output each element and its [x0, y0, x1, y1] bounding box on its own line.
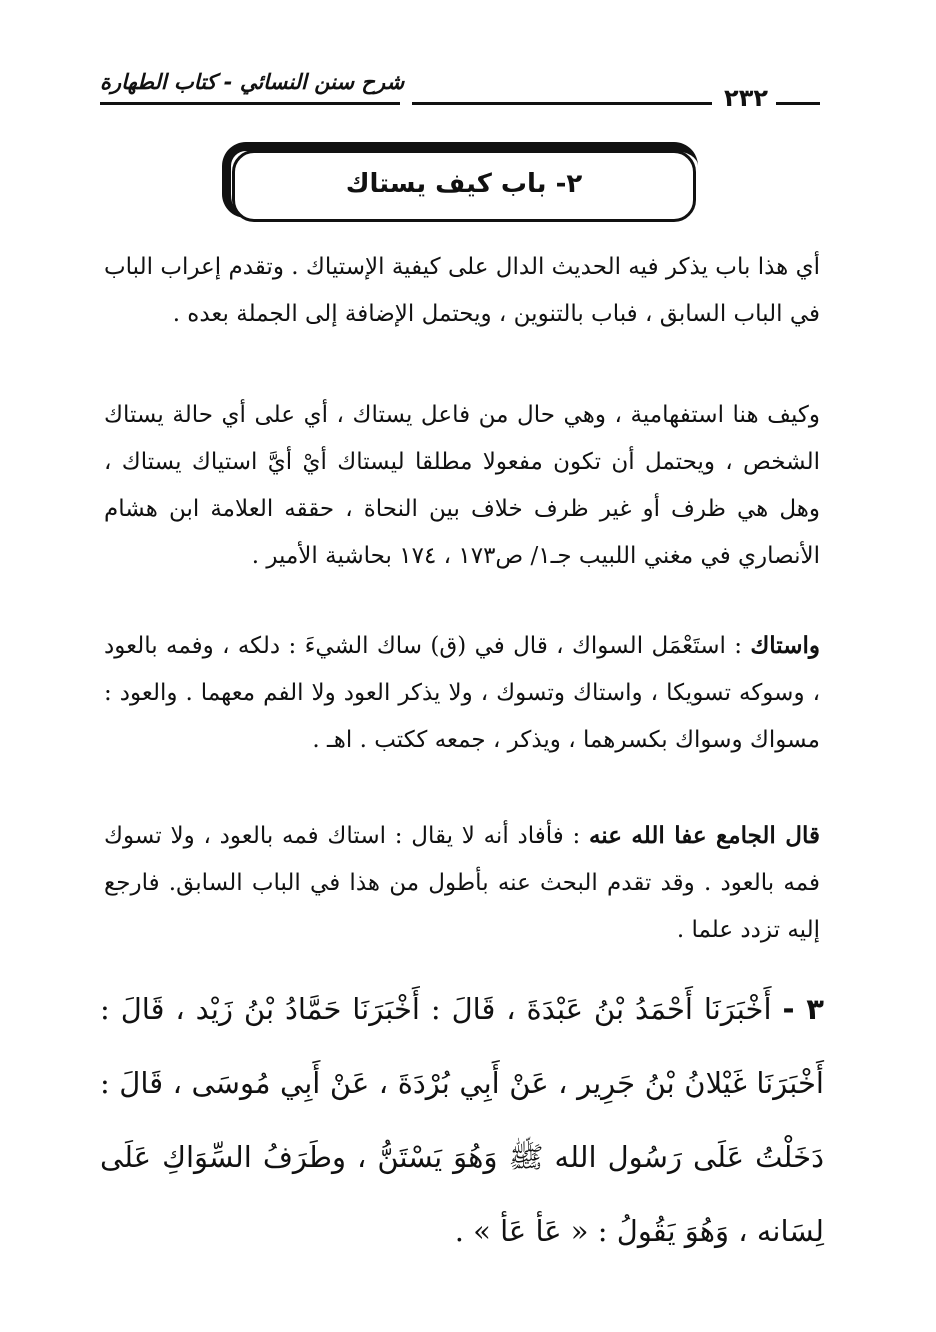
- compiler-note-text: : فأفاد أنه لا يقال : استاك فمه بالعود ، ولا تسوك فمه بالعود . وقد تقدم البحث عنه بأطول من هذا في الباب السابق. فارجع إليه تزدد علما .: [104, 823, 820, 943]
- running-title: شرح سنن النسائي - كتاب الطهارة: [100, 70, 405, 94]
- hadith-text: أَخْبَرَنَا أَحْمَدُ بْنُ عَبْدَةَ ، قَالَ : أَخْبَرَنَا حَمَّادُ بْنُ زَيْد ، قَالَ : أَخْبَرَنَا غَيْلانُ بْنُ جَرِير ، عَنْ أَبِي بُرْدَةَ ، عَنْ أَبِي مُوسَى ، قَالَ : دَخَلْتُ عَلَى رَسُول الله ﷺ وَهُوَ يَسْتَنُّ ، وطَرَفُ السِّوَاكِ عَلَى لِسَانه ، وَهُوَ يَقُولُ : « عَأ عَأ » .: [100, 992, 824, 1248]
- chapter-heading-box: [232, 150, 696, 222]
- header-rule-middle: [412, 102, 712, 105]
- running-header: [100, 62, 820, 114]
- paragraph-lexical: [104, 622, 820, 764]
- lexical-lead-word: واستاك: [750, 632, 821, 659]
- hadith-text-block: [100, 972, 824, 1268]
- header-rule-under-title: [100, 102, 400, 105]
- page-number: ٢٣٢: [724, 84, 768, 112]
- paragraph-intro: أي هذا باب يذكر فيه الحديث الدال على كيفية الإستياك . وتقدم إعراب الباب في الباب السابق ، فباب بالتنوين ، ويحتمل الإضافة إلى الجملة بعده .: [104, 254, 820, 327]
- chapter-title: ٢- باب كيف يستاك: [345, 169, 583, 199]
- paragraph-grammar: وكيف هنا استفهامية ، وهي حال من فاعل يستاك ، أي على أي حالة يستاك الشخص ، ويحتمل أن تكون مفعولا مطلقا ليستاك أيْ أيَّ استياك يستاك ، وهل هي ظرف أو غير ظرف خلاف بين النحاة ، حققه العلامة ابن هشام الأنصاري في مغني اللبيب جـ١/ ص١٧٣ ، ١٧٤ بحاشية الأمير .: [104, 402, 820, 569]
- paragraph-compiler-note: [104, 812, 820, 954]
- hadith-number: ٣ -: [782, 992, 824, 1026]
- lexical-text: : استَعْمَل السواك ، قال في (ق) ساك الشيءَ : دلكه ، وفمه بالعود ، وسوكه تسويكا ، واستاك وتسوك ، ولا يذكر العود ولا الفم معهما . والعود : مسواك وسواك بكسرهما ، ويذكر ، جمعه ككتب . اهـ .: [104, 633, 820, 753]
- header-rule-right: [776, 102, 820, 105]
- compiler-note-lead: قال الجامع عفا الله عنه: [588, 822, 820, 849]
